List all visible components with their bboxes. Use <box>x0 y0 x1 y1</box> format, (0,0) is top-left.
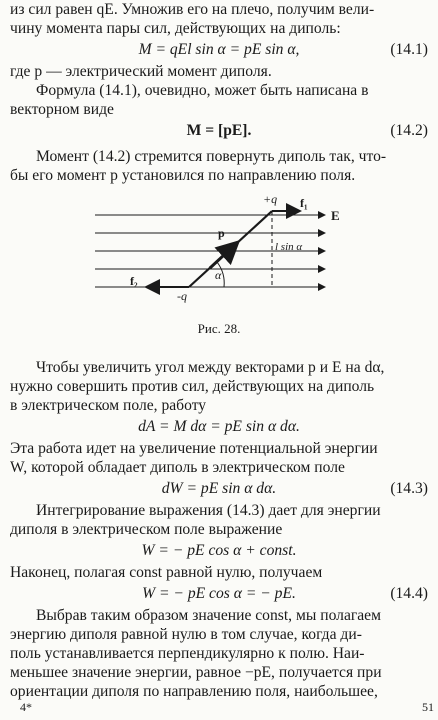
equation-energy <box>10 539 428 563</box>
signature-mark: 4* <box>20 700 32 714</box>
label-p: p <box>218 226 225 240</box>
equation-number: (14.3) <box>390 480 428 497</box>
text-line: Интегрирование выражения (14.3) дает для энергии <box>36 502 381 519</box>
label-alpha: α <box>215 268 222 282</box>
text-line: Чтобы увеличить угол между векторами p и E на dα, <box>36 359 385 376</box>
text-line: в электрическом поле, работу <box>10 397 207 414</box>
text-line: меньшее значение энергии, равное −pE, получается при <box>10 664 382 681</box>
equation-14-2 <box>10 119 428 143</box>
text-line: Момент (14.2) стремится повернуть диполь так, что- <box>36 148 387 165</box>
equation-14-4 <box>10 582 428 606</box>
equation-number: (14.2) <box>390 122 428 139</box>
text-line: Эта работа идет на увеличение потенциальной энергии <box>10 440 378 457</box>
text-line: энергию диполя равной нулю в том случае, когда ди- <box>10 626 362 643</box>
equation-work <box>10 415 428 439</box>
text-line: поль устанавливается перпендикулярно к полю. Наи- <box>10 645 365 662</box>
page-footer <box>0 698 438 716</box>
text-line: нужно совершить против сил, действующих на диполь <box>10 378 375 395</box>
text-line: бы его момент p установился по направлению поля. <box>10 167 356 184</box>
equation-14-3 <box>10 477 428 501</box>
equation-number: (14.1) <box>390 41 428 58</box>
equation-body: dW = pE sin α dα. <box>161 480 277 497</box>
text-line: векторном виде <box>10 101 114 118</box>
dipole-moment-arrow <box>210 242 238 268</box>
label-minus-q: -q <box>177 289 187 303</box>
label-f1: f₁ <box>300 196 308 210</box>
dipole-diagram <box>10 189 428 317</box>
figure-caption: Рис. 28. <box>197 321 241 336</box>
equation-body: W = − pE cos α + const. <box>141 542 297 559</box>
equation-body: dA = M dα = pE sin α dα. <box>138 418 300 435</box>
figure-28 <box>10 189 428 317</box>
page-body <box>10 0 428 701</box>
text-line: где p — электрический момент диполя. <box>10 63 272 80</box>
label-f2: f₂ <box>130 274 138 288</box>
text-line: Формула (14.1), очевидно, может быть написана в <box>36 82 369 99</box>
equation-body: M = [pE]. <box>186 122 252 139</box>
label-lsin: l sin α <box>275 241 303 253</box>
text-line: Наконец, полагая const равной нулю, получаем <box>10 564 323 581</box>
equation-body: M = qEl sin α = pE sin α, <box>138 41 300 58</box>
text-line: Выбрав таким образом значение const, мы полагаем <box>36 607 381 624</box>
label-E: E <box>331 208 340 223</box>
label-plus-q: +q <box>263 192 278 206</box>
text-line: W, которой обладает диполь в электрическом поле <box>10 459 345 476</box>
equation-14-1 <box>10 38 428 62</box>
text-line: из сил равен qE. Умножив его на плечо, получим вели- <box>10 1 375 18</box>
equation-number: (14.4) <box>390 585 428 602</box>
page-number: 51 <box>422 700 434 714</box>
equation-body: W = − pE cos α = − pE. <box>142 585 296 602</box>
text-line: диполя в электрическом поле выражение <box>10 521 283 538</box>
text-line: чину момента пары сил, действующих на диполь: <box>10 20 341 37</box>
text-line: ориентации диполя по направлению поля, наибольшее, <box>10 683 378 700</box>
